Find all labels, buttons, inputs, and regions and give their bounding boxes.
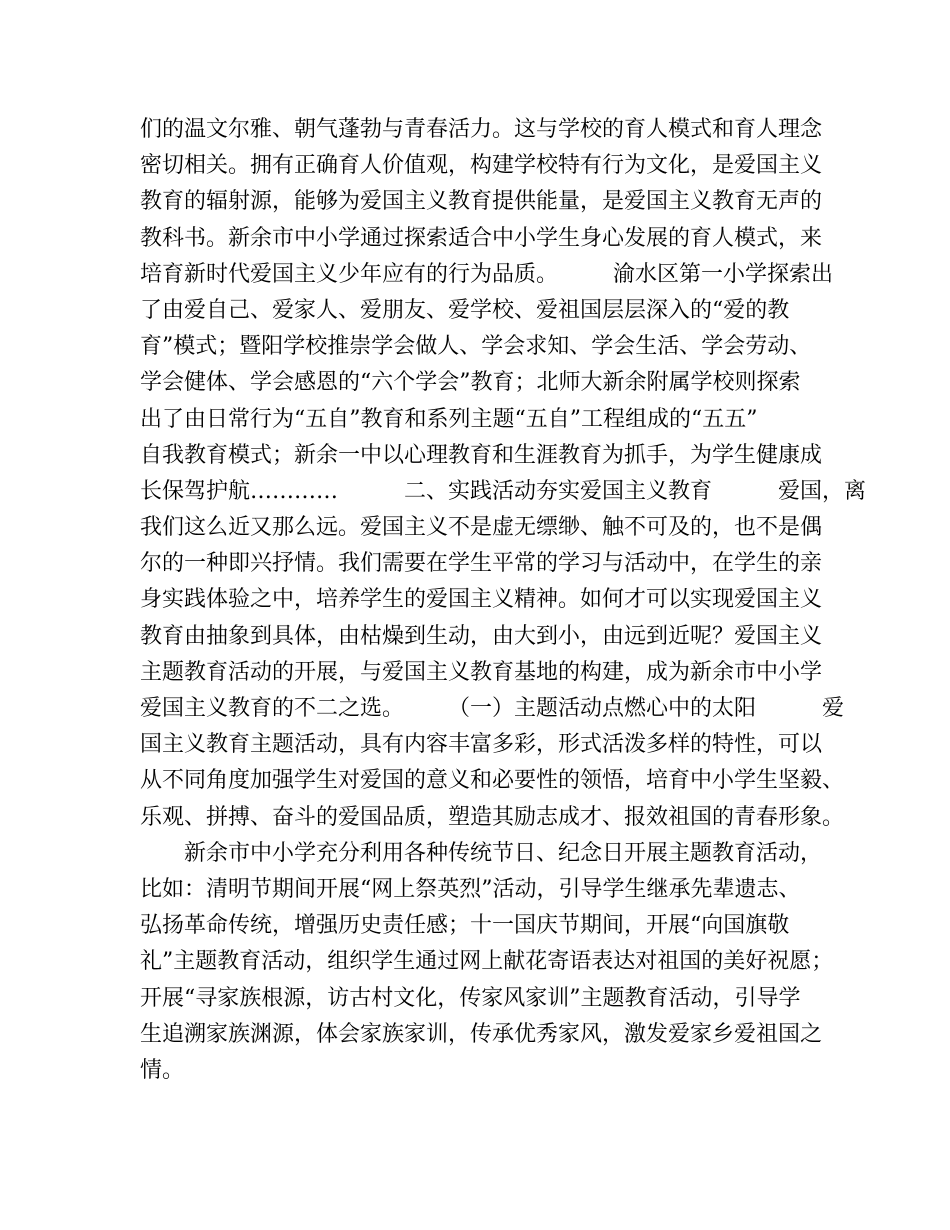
text-line: 教育的辐射源，能够为爱国主义教育提供能量，是爱国主义教育无声的 [140,189,823,215]
text-line: 从不同角度加强学生对爱国的意义和必要性的领悟，培育中小学生坚毅、 [140,768,845,794]
text-line: 教科书。新余市中小学通过探索适合中小学生身心发展的育人模式，来 [140,225,823,251]
body-text [140,112,867,1089]
text-line: 学会健体、学会感恩的“六个学会”教育；北师大新余附属学校则探索 [140,370,801,396]
text-line: 培育新时代爱国主义少年应有的行为品质。 渝水区第一小学探索出 [140,261,834,287]
text-line: 们的温文尔雅、朝气蓬勃与青春活力。这与学校的育人模式和育人理念 [140,117,823,142]
text-line: 密切相关。拥有正确育人价值观，构建学校特有行为文化，是爱国主义 [140,153,823,179]
text-line: 尔的一种即兴抒情。我们需要在学生平常的学习与活动中，在学生的亲 [140,551,823,577]
text-line: 比如：清明节期间开展“网上祭英烈”活动，引导学生继承先辈遗志、 [140,876,801,902]
text-line: 情。 [140,1057,185,1083]
text-line: 长保驾护航………… 二、实践活动夯实爱国主义教育 爱国，离 [140,478,867,504]
text-line: 开展“寻家族根源，访古村文化，传家风家训”主题教育活动，引导学 [140,985,801,1011]
text-line: 弘扬革命传统，增强历史责任感；十一国庆节期间，开展“向国旗敬 [140,913,790,939]
text-line: 出了由日常行为“五自”教育和系列主题“五自”工程组成的“五五” [140,406,758,432]
text-line: 新余市中小学充分利用各种传统节日、纪念日开展主题教育活动， [140,840,823,866]
text-line: 礼”主题教育活动，组织学生通过网上献花寄语表达对祖国的美好祝愿； [140,949,834,975]
text-line: 身实践体验之中，培养学生的爱国主义精神。如何才可以实现爱国主义 [140,587,823,613]
text-line: 育”模式；暨阳学校推崇学会做人、学会求知、学会生活、学会劳动、 [140,334,812,360]
text-line: 生追溯家族渊源，体会家族家训，传承优秀家风，激发爱家乡爱祖国之 [140,1021,823,1047]
text-line: 主题教育活动的开展，与爱国主义教育基地的构建，成为新余市中小学 [140,659,823,685]
text-line: 爱国主义教育的不二之选。 （一）主题活动点燃心中的太阳 爱 [140,696,845,721]
text-line: 我们这么近又那么远。爱国主义不是虚无缥缈、触不可及的，也不是偶 [140,515,823,541]
text-line: 自我教育模式；新余一中以心理教育和生涯教育为抓手，为学生健康成 [140,442,823,468]
text-line: 教育由抽象到具体，由枯燥到生动，由大到小，由远到近呢？爱国主义 [140,623,823,649]
text-line: 国主义教育主题活动，具有内容丰富多彩，形式活泼多样的特性，可以 [140,732,823,758]
text-line: 乐观、拼搏、奋斗的爱国品质，塑造其励志成才、报效祖国的青春形象。 [140,804,845,830]
text-line: 了由爱自己、爱家人、爱朋友、爱学校、爱祖国层层深入的“爱的教 [140,297,790,323]
